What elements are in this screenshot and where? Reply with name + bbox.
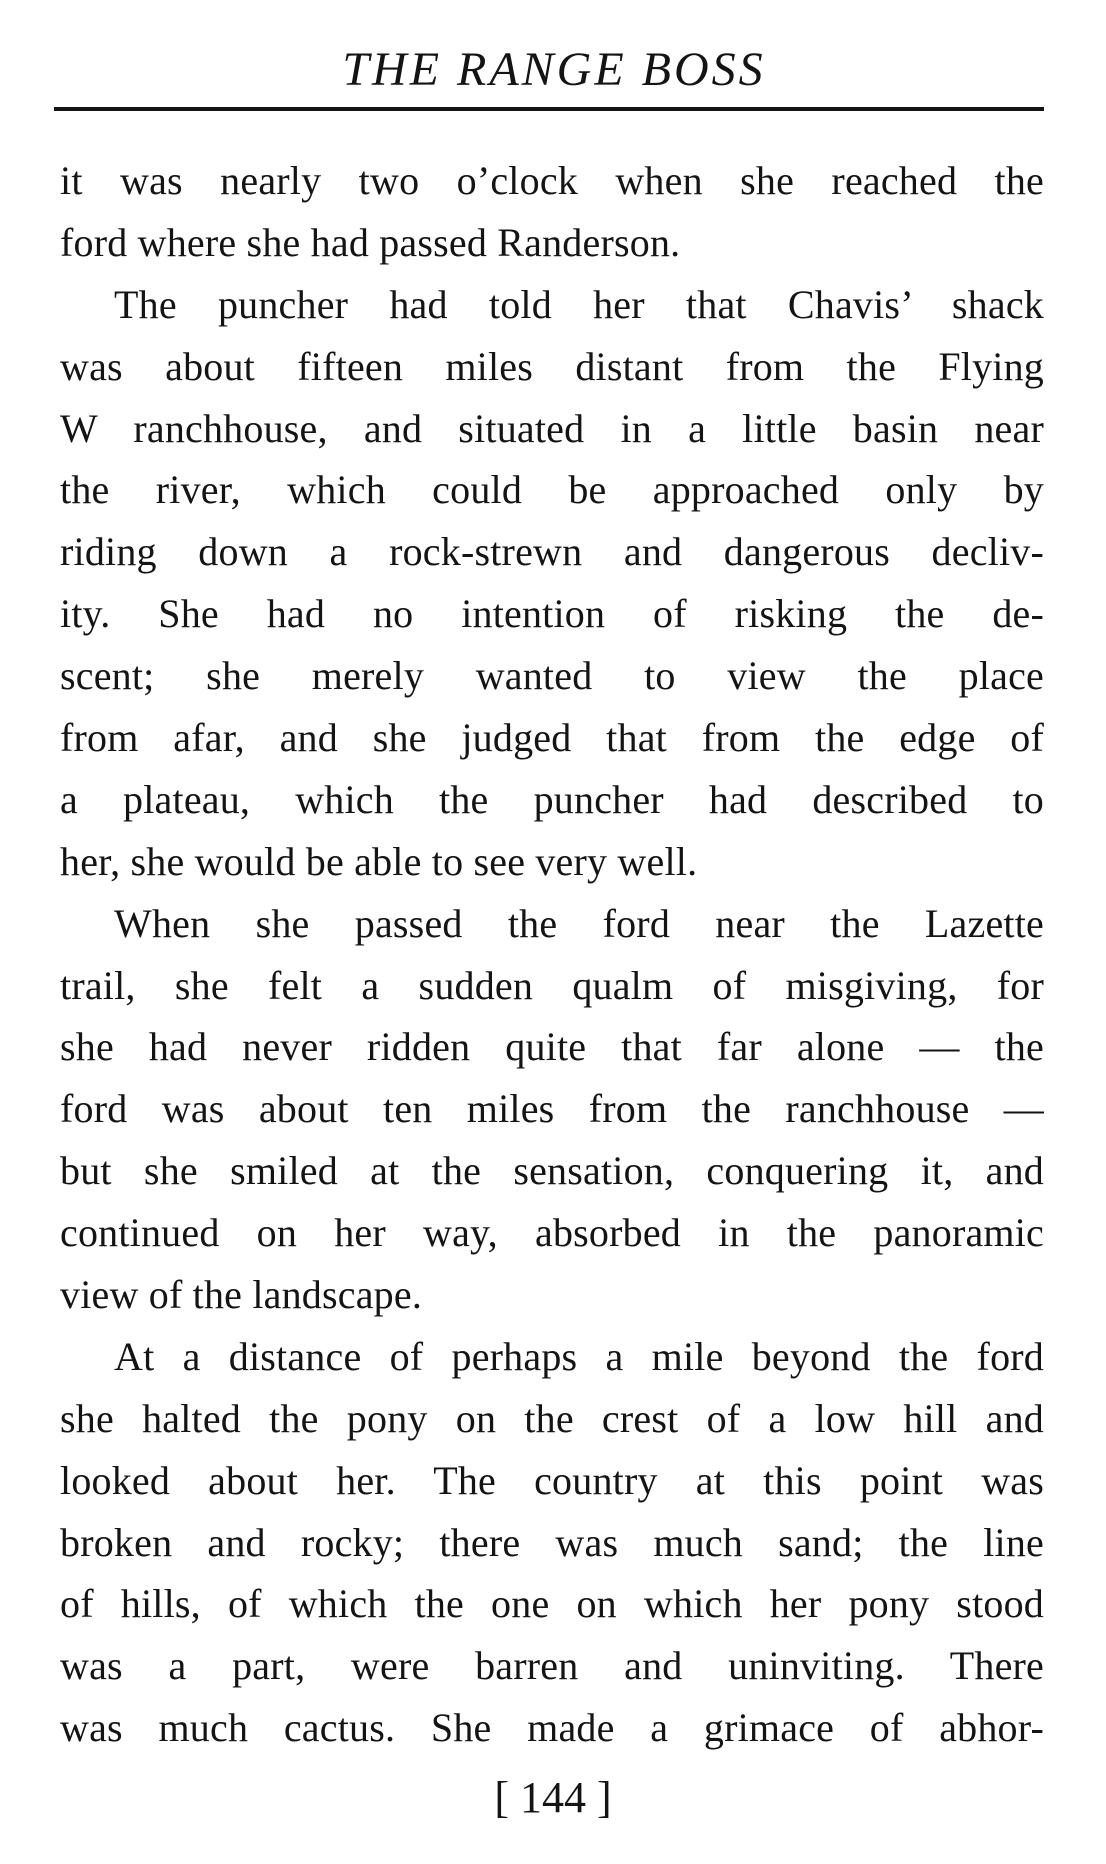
text-line: her, she would be able to see very well. bbox=[60, 838, 698, 884]
text-line: ford where she had passed Randerson. bbox=[60, 219, 681, 265]
text-line: ity. She had no intention of risking the de- bbox=[60, 591, 1044, 637]
text-line: but she smiled at the sensation, conquering it, and bbox=[60, 1148, 1044, 1194]
text-line: she had never ridden quite that far alone — the bbox=[60, 1024, 1044, 1070]
text-line: broken and rocky; there was much sand; the line bbox=[60, 1519, 1044, 1565]
text-line: she halted the pony on the crest of a low hill and bbox=[60, 1395, 1044, 1441]
text-line: At a distance of perhaps a mile beyond the ford bbox=[114, 1333, 1044, 1379]
text-line: riding down a rock-strewn and dangerous decliv- bbox=[60, 529, 1044, 575]
text-line: When she passed the ford near the Lazette bbox=[114, 900, 1044, 946]
text-line: the river, which could be approached only by bbox=[60, 467, 1044, 513]
text-line: from afar, and she judged that from the edge of bbox=[60, 715, 1044, 761]
text-line: it was nearly two o’clock when she reached the bbox=[60, 158, 1044, 203]
text-line: The puncher had told her that Chavis’ shack bbox=[114, 281, 1044, 327]
text-line: was a part, were barren and uninviting. There bbox=[60, 1643, 1044, 1689]
text-line: ford was about ten miles from the ranchhouse — bbox=[60, 1086, 1044, 1132]
body-text bbox=[60, 150, 1044, 1759]
page-number: [ 144 ] bbox=[494, 1773, 612, 1822]
text-line: was much cactus. She made a grimace of abhor- bbox=[60, 1705, 1044, 1751]
text-line: a plateau, which the puncher had described to bbox=[60, 776, 1044, 822]
text-line: of hills, of which the one on which her pony stood bbox=[60, 1581, 1044, 1627]
text-line: looked about her. The country at this point was bbox=[60, 1457, 1044, 1503]
text-line: scent; she merely wanted to view the place bbox=[60, 653, 1044, 699]
header-rule bbox=[54, 107, 1044, 111]
text-line: was about fifteen miles distant from the Flying bbox=[60, 343, 1044, 389]
text-line: continued on her way, absorbed in the panoramic bbox=[60, 1210, 1044, 1256]
text-line: trail, she felt a sudden qualm of misgiving, for bbox=[60, 962, 1044, 1008]
text-line: view of the landscape. bbox=[60, 1272, 423, 1318]
running-head: THE RANGE BOSS bbox=[342, 43, 766, 96]
text-line: W ranchhouse, and situated in a little basin near bbox=[60, 405, 1044, 451]
